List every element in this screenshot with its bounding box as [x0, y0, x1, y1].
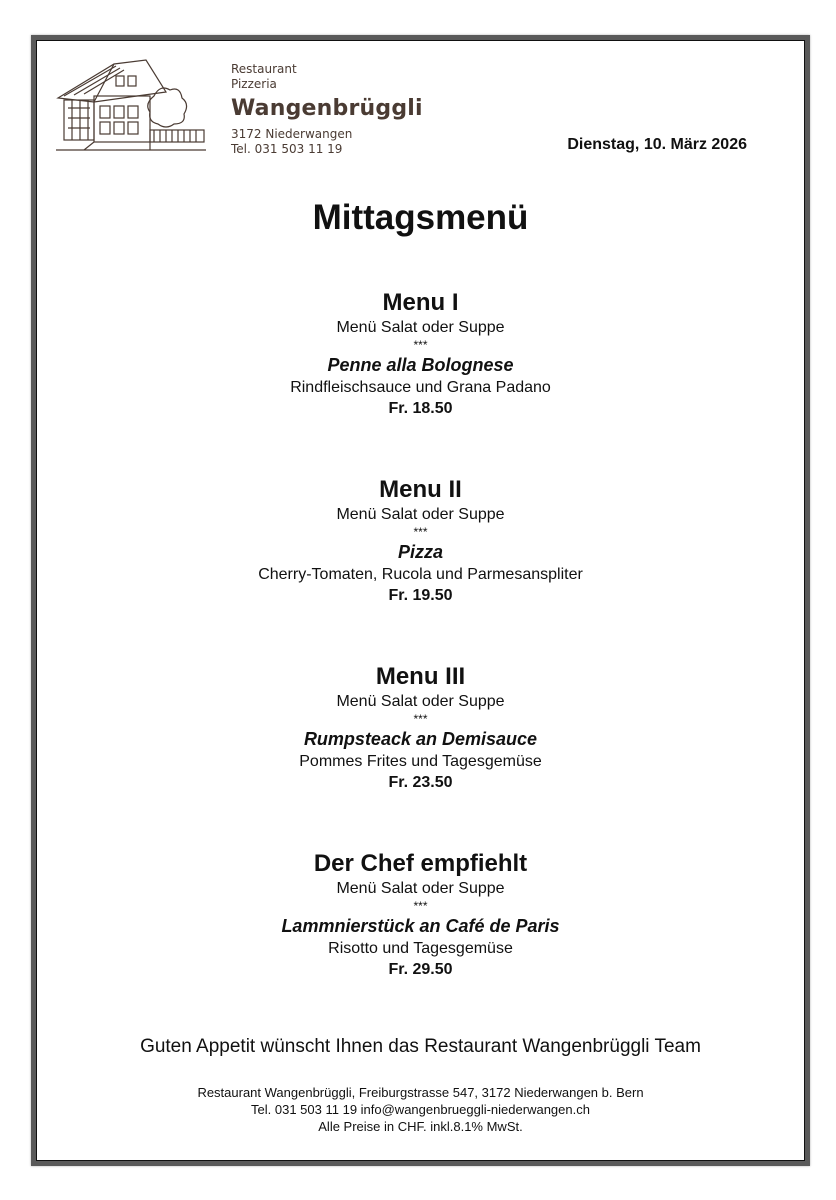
menu-heading: Menu I — [382, 289, 459, 316]
footer-contact: Tel. 031 503 11 19 info@wangenbrueggli-niederwangen.ch — [251, 1102, 590, 1117]
menu-heading: Menu III — [375, 663, 466, 690]
logo-name: Wangenbrüggli — [231, 96, 423, 121]
menu-section-3 — [36, 662, 805, 793]
menu-section-chef — [36, 849, 805, 980]
logo-line-pizzeria: Pizzeria — [231, 77, 277, 91]
menu-dish: Lammnierstück an Café de Paris — [281, 916, 560, 936]
menu-description: Cherry-Tomaten, Rucola und Parmesanspliter — [258, 566, 583, 583]
menu-price: Fr. 29.50 — [388, 961, 453, 978]
menu-dish: Pizza — [397, 542, 444, 562]
menu-separator: *** — [413, 338, 428, 352]
menu-price: Fr. 18.50 — [388, 400, 453, 417]
menu-separator: *** — [413, 525, 428, 539]
menu-starter: Menü Salat oder Suppe — [336, 880, 505, 897]
menu-starter: Menü Salat oder Suppe — [336, 319, 505, 336]
menu-page — [31, 35, 810, 1166]
menu-heading: Menu II — [379, 476, 462, 503]
logo-text — [231, 62, 423, 157]
menu-price: Fr. 23.50 — [388, 774, 453, 791]
menu-heading: Der Chef empfiehlt — [313, 850, 528, 877]
menu-dish: Rumpsteack an Demisauce — [303, 729, 538, 749]
menu-date: Dienstag, 10. März 2026 — [567, 136, 747, 153]
logo-phone: Tel. 031 503 11 19 — [231, 142, 343, 156]
greeting: Guten Appetit wünscht Ihnen das Restaurant Wangenbrüggli Team — [140, 1036, 701, 1057]
menu-separator: *** — [413, 712, 428, 726]
footer-address: Restaurant Wangenbrüggli, Freiburgstrasse 547, 3172 Niederwangen b. Bern — [197, 1085, 644, 1100]
menu-description: Rindfleischsauce und Grana Padano — [290, 379, 551, 396]
menu-description: Pommes Frites und Tagesgemüse — [299, 753, 542, 770]
menu-description: Risotto und Tagesgemüse — [328, 940, 513, 957]
building-illustration-icon — [54, 56, 209, 156]
logo-line-restaurant: Restaurant — [231, 62, 297, 76]
page-title: Mittagsmenü — [312, 198, 529, 237]
footer-note: Alle Preise in CHF. inkl.8.1% MwSt. — [318, 1119, 523, 1134]
footer — [36, 1084, 805, 1135]
menu-section-2 — [36, 475, 805, 606]
logo-address: 3172 Niederwangen — [231, 127, 353, 141]
menu-dish: Penne alla Bolognese — [327, 355, 514, 375]
menu-separator: *** — [413, 899, 428, 913]
restaurant-logo — [54, 52, 423, 162]
menu-price: Fr. 19.50 — [388, 587, 453, 604]
menu-starter: Menü Salat oder Suppe — [336, 693, 505, 710]
menu-starter: Menü Salat oder Suppe — [336, 506, 505, 523]
menu-section-1 — [36, 288, 805, 419]
